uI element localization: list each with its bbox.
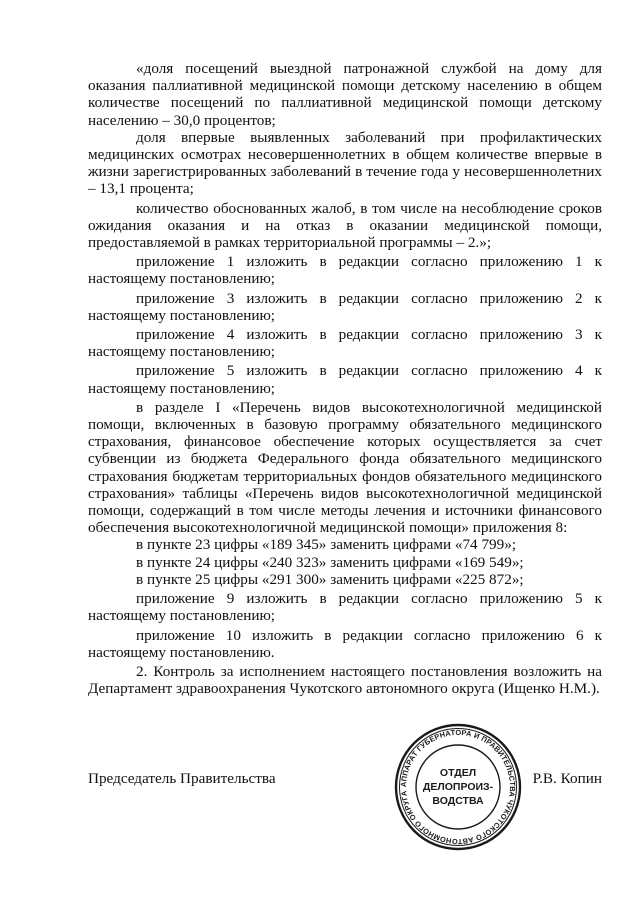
- paragraph: доля впервые выявленных заболеваний при профилактических медицинских осмотрах несовершеннолетних в общем количестве впервые в жизни зарегистрированных заболеваний в течение года у несовершеннолетних – 13,1 процента;: [88, 128, 602, 198]
- paragraph: приложение 9 изложить в редакции согласно приложению 5 к настоящему постановлению;: [88, 590, 602, 625]
- document-body: [88, 60, 602, 697]
- paragraph: в разделе I «Перечень видов высокотехнологичной медицинской помощи, включенных в базовую программу обязательного медицинского страхования, финансовое обеспечение которых осуществляется за счет субвенции из бюджета Федерального фонда обязательного медицинского страхования бюджетам территориальных фондов обязательного медицинского страхования» таблицы «Перечень видов высокотехнологичной медицинской помощи, содержащий в том числе методы лечения и источники финансового обеспечения высокотехнологичной медицинской помощи» приложения 8:: [88, 398, 602, 537]
- stamp-line: ВОДСТВА: [432, 795, 484, 807]
- official-stamp: [393, 722, 523, 852]
- paragraph: в пункте 23 цифры «189 345» заменить цифрами «74 799»;: [136, 536, 517, 554]
- paragraph: 2. Контроль за исполнением настоящего постановления возложить на Департамент здравоохранения Чукотского автономного округа (Ищенко Н.М.).: [88, 662, 602, 698]
- signatory-position: Председатель Правительства: [88, 770, 276, 787]
- paragraph: в пункте 24 цифры «240 323» заменить цифрами «169 549»;: [136, 553, 524, 571]
- paragraph: в пункте 25 цифры «291 300» заменить цифрами «225 872»;: [136, 570, 524, 588]
- paragraph: приложение 5 изложить в редакции согласно приложению 4 к настоящему постановлению;: [88, 362, 602, 397]
- svg-text:АППАРАТ ГУБЕРНАТОРА И ПРАВИТЕЛ: АППАРАТ ГУБЕРНАТОРА И ПРАВИТЕЛЬСТВА ЧУКОТСКОГО АВТОНОМНОГО ОКРУГА: [398, 727, 518, 847]
- paragraph: приложение 3 изложить в редакции согласно приложению 2 к настоящему постановлению;: [88, 289, 602, 324]
- paragraph: приложение 1 изложить в редакции согласно приложению 1 к настоящему постановлению;: [88, 253, 602, 288]
- signatory-name: Р.В. Копин: [532, 770, 602, 787]
- stamp-line: ОТДЕЛ: [439, 767, 477, 779]
- paragraph: приложение 4 изложить в редакции согласно приложению 3 к настоящему постановлению;: [88, 326, 602, 361]
- paragraph: приложение 10 изложить в редакции согласно приложению 6 к настоящему постановлению.: [88, 626, 602, 661]
- stamp-line: ДЕЛОПРОИЗ-: [422, 781, 494, 793]
- paragraph: «доля посещений выездной патронажной службой на дому для оказания паллиативной медицинской помощи детскому населению в общем количестве посещений по паллиативной медицинской помощи детскому населению – 30,0 процентов;: [88, 60, 602, 129]
- paragraph: количество обоснованных жалоб, в том числе на несоблюдение сроков ожидания оказания и на отказ в оказании медицинской помощи, предоставляемой в рамках территориальной программы – 2.»;: [88, 199, 602, 252]
